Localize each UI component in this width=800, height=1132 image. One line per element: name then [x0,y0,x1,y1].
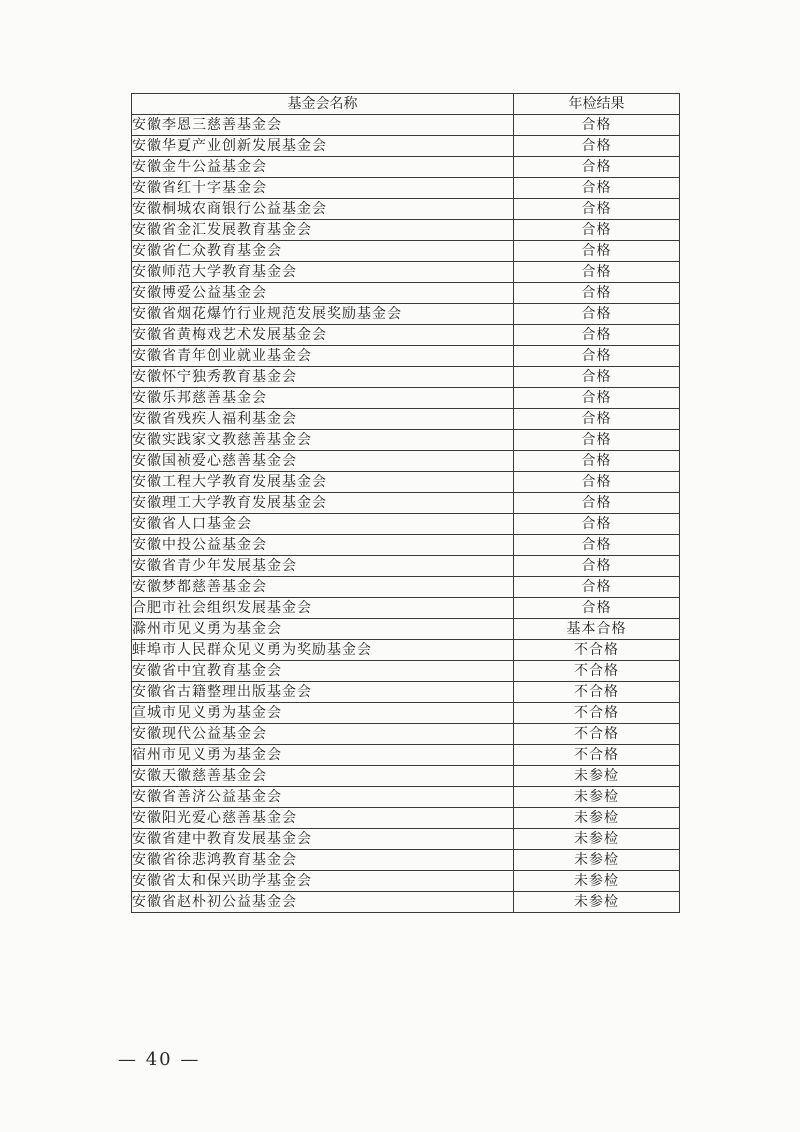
table-row [132,661,680,682]
foundation-name-cell: 安徽国祯爱心慈善基金会 [132,451,514,472]
foundation-name-cell: 安徽省黄梅戏艺术发展基金会 [132,325,514,346]
foundation-name-cell: 滁州市见义勇为基金会 [132,619,514,640]
table-row [132,787,680,808]
inspection-result-cell: 合格 [514,262,680,283]
table-row [132,367,680,388]
foundation-name-cell: 安徽省太和保兴助学基金会 [132,871,514,892]
table-row [132,283,680,304]
foundation-name-cell: 安徽天徽慈善基金会 [132,766,514,787]
table-row [132,409,680,430]
inspection-result-cell: 合格 [514,451,680,472]
foundation-name-cell: 安徽省青少年发展基金会 [132,556,514,577]
table-row [132,619,680,640]
header-inspection-result: 年检结果 [514,94,680,115]
foundation-name-cell: 安徽理工大学教育发展基金会 [132,493,514,514]
foundation-name-cell: 安徽省红十字基金会 [132,178,514,199]
foundation-name-cell: 安徽怀宁独秀教育基金会 [132,367,514,388]
inspection-result-cell: 合格 [514,241,680,262]
inspection-result-cell: 合格 [514,115,680,136]
table-row [132,220,680,241]
page-number: — 40 — [118,1049,201,1070]
foundation-name-cell: 安徽博爱公益基金会 [132,283,514,304]
table-row [132,472,680,493]
table-row [132,766,680,787]
inspection-result-cell: 合格 [514,199,680,220]
table-row [132,304,680,325]
foundation-name-cell: 安徽实践家文教慈善基金会 [132,430,514,451]
inspection-result-cell: 未参检 [514,892,680,913]
inspection-result-cell: 不合格 [514,745,680,766]
inspection-result-cell: 合格 [514,556,680,577]
foundation-name-cell: 安徽省青年创业就业基金会 [132,346,514,367]
foundation-name-cell: 安徽师范大学教育基金会 [132,262,514,283]
inspection-result-cell: 合格 [514,598,680,619]
inspection-result-cell: 合格 [514,178,680,199]
inspection-result-cell: 不合格 [514,640,680,661]
foundation-name-cell: 宿州市见义勇为基金会 [132,745,514,766]
table-row [132,136,680,157]
inspection-result-cell: 合格 [514,577,680,598]
inspection-result-cell: 合格 [514,493,680,514]
foundation-name-cell: 安徽省中宜教育基金会 [132,661,514,682]
annual-inspection-table [131,93,680,913]
foundation-name-cell: 安徽省仁众教育基金会 [132,241,514,262]
foundation-name-cell: 安徽省徐悲鸿教育基金会 [132,850,514,871]
foundation-name-cell: 安徽省烟花爆竹行业规范发展奖励基金会 [132,304,514,325]
table-header-row [132,94,680,115]
foundation-name-cell: 安徽李恩三慈善基金会 [132,115,514,136]
table-row [132,451,680,472]
table-row [132,745,680,766]
foundation-name-cell: 安徽工程大学教育发展基金会 [132,472,514,493]
table-row [132,850,680,871]
foundation-name-cell: 安徽梦都慈善基金会 [132,577,514,598]
table-row [132,535,680,556]
foundation-name-cell: 蚌埠市人民群众见义勇为奖励基金会 [132,640,514,661]
inspection-result-cell: 合格 [514,346,680,367]
inspection-result-cell: 不合格 [514,661,680,682]
inspection-result-cell: 合格 [514,472,680,493]
table-row [132,682,680,703]
inspection-result-cell: 不合格 [514,682,680,703]
table-row [132,178,680,199]
inspection-result-cell: 未参检 [514,766,680,787]
inspection-result-cell: 合格 [514,535,680,556]
inspection-result-cell: 合格 [514,325,680,346]
foundation-name-cell: 安徽省古籍整理出版基金会 [132,682,514,703]
inspection-result-cell: 合格 [514,136,680,157]
foundation-name-cell: 安徽乐邦慈善基金会 [132,388,514,409]
foundation-name-cell: 合肥市社会组织发展基金会 [132,598,514,619]
inspection-result-cell: 不合格 [514,724,680,745]
table-row [132,829,680,850]
inspection-result-cell: 未参检 [514,871,680,892]
table-row [132,808,680,829]
inspection-result-cell: 合格 [514,430,680,451]
table-row [132,241,680,262]
table-row [132,262,680,283]
table-row [132,493,680,514]
table-row [132,640,680,661]
table-row [132,871,680,892]
foundation-name-cell: 安徽省残疾人福利基金会 [132,409,514,430]
foundation-name-cell: 安徽华夏产业创新发展基金会 [132,136,514,157]
table-row [132,430,680,451]
table-row [132,115,680,136]
inspection-result-cell: 合格 [514,514,680,535]
foundation-name-cell: 安徽桐城农商银行公益基金会 [132,199,514,220]
inspection-result-cell: 合格 [514,220,680,241]
foundation-name-cell: 安徽阳光爱心慈善基金会 [132,808,514,829]
table-row [132,514,680,535]
inspection-result-cell: 不合格 [514,703,680,724]
inspection-result-cell: 合格 [514,304,680,325]
table-row [132,346,680,367]
foundation-name-cell: 安徽金牛公益基金会 [132,157,514,178]
header-foundation-name: 基金会名称 [132,94,514,115]
table-row [132,157,680,178]
table-row [132,556,680,577]
foundation-name-cell: 安徽现代公益基金会 [132,724,514,745]
table-row [132,388,680,409]
foundation-name-cell: 安徽省金汇发展教育基金会 [132,220,514,241]
foundation-name-cell: 安徽中投公益基金会 [132,535,514,556]
table-row [132,199,680,220]
inspection-result-cell: 未参检 [514,808,680,829]
inspection-result-cell: 合格 [514,409,680,430]
inspection-result-cell: 基本合格 [514,619,680,640]
inspection-result-cell: 未参检 [514,787,680,808]
inspection-result-cell: 合格 [514,283,680,304]
table-row [132,703,680,724]
inspection-result-cell: 合格 [514,367,680,388]
inspection-result-cell: 合格 [514,157,680,178]
inspection-result-cell: 合格 [514,388,680,409]
foundation-name-cell: 宣城市见义勇为基金会 [132,703,514,724]
inspection-result-cell: 未参检 [514,850,680,871]
foundation-name-cell: 安徽省人口基金会 [132,514,514,535]
table-row [132,577,680,598]
table-row [132,892,680,913]
table-row [132,325,680,346]
table-row [132,724,680,745]
foundation-name-cell: 安徽省赵朴初公益基金会 [132,892,514,913]
inspection-result-cell: 未参检 [514,829,680,850]
foundation-name-cell: 安徽省善济公益基金会 [132,787,514,808]
table-row [132,598,680,619]
foundation-name-cell: 安徽省建中教育发展基金会 [132,829,514,850]
